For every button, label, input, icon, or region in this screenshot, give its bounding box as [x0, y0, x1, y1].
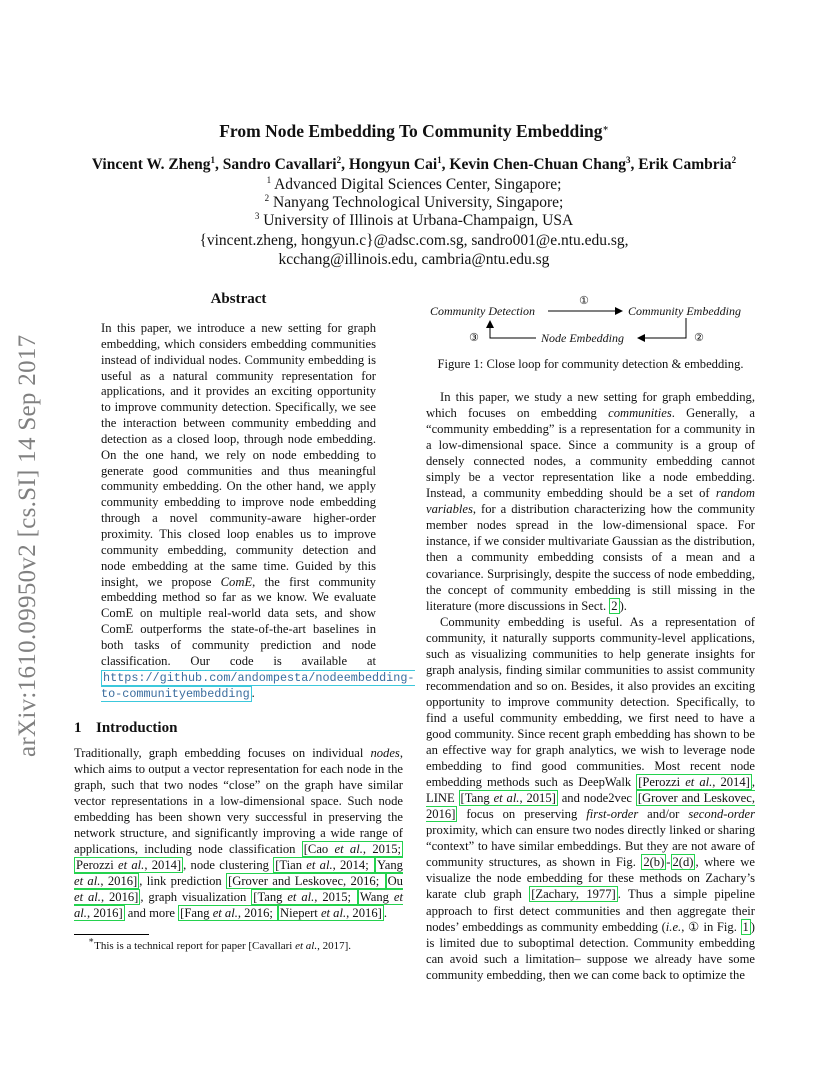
text: Community embedding is useful. As a representation of community, it naturally supports community-level applications, such as visualizing communities to help generate insights for graph analysis, finding similar communities to assist community recommendation and so on. Besides, it also provides an exciting opportunity to improve community detection. Specifically, to find a useful community embedding, we first need to have a good community. Since recent graph embedding has shown to be an effective way for graph analytics, we wish to leverage node embedding to find good communities. Most recent node embedding methods such as DeepWalk [426, 614, 755, 790]
citation-link[interactable] [273, 857, 375, 873]
cite-text: Perozzi [76, 858, 119, 873]
right-column-text [426, 389, 755, 983]
text-em: i.e. [665, 919, 682, 934]
text: Traditionally, graph embedding focuses on individual [74, 746, 371, 760]
title-footnote-mark: ∗ [602, 123, 609, 133]
cite-text: [Fang [180, 906, 213, 921]
node-community-detection: Community Detection [430, 304, 535, 318]
code-url-line-2: nodeembedding-to-communityembedding [101, 670, 415, 702]
footnote-text: , 2017]. [317, 940, 352, 952]
abstract-body [101, 321, 415, 703]
cite-text: Ou [387, 874, 403, 889]
citation-link[interactable] [278, 905, 384, 921]
cite-em: et al. [287, 890, 315, 905]
email-line-1: {vincent.zheng, hongyun.c}@adsc.com.sg, sandro001@e.ntu.edu.sg, [199, 232, 629, 249]
cite-em: et al. [118, 858, 145, 873]
cite-em: et al. [212, 906, 238, 921]
text: ) is limited due to suboptimal detection. Community embedding can avoid such a limitation– suppose we already have some community embedding, then we can come back to optimize the [426, 919, 755, 982]
cite-text: , 2015; [314, 890, 356, 905]
citation-link[interactable] [302, 841, 403, 857]
cite-em: et al. [334, 842, 363, 857]
cite-text: , 2016] [100, 890, 139, 905]
footnote [88, 935, 352, 952]
affil-mark: 1 [266, 175, 272, 185]
text: , which aims to output a vector representation for each node in the graph, such that two nodes “close” on the graph have similar vector representations in a low-dimensional space. Such node embedding has been shown very successful in preserving the network structure, and significantly improving a wide range of applications, including node classification [74, 746, 403, 857]
affil-mark: 3 [254, 211, 260, 221]
section-title: Introduction [96, 720, 178, 736]
code-url-line-1: https://github.com/andompesta/ [103, 670, 316, 685]
footnote-text: This is a technical report for paper [Cavallari [94, 940, 296, 952]
figure-1-caption: Figure 1: Close loop for community detection & embedding. [437, 357, 744, 371]
author-name: Vincent W. Zheng [91, 156, 211, 173]
text: , node clustering [183, 858, 274, 873]
circled-1-label: ① [579, 294, 589, 307]
author-affil-mark: 1 [437, 155, 442, 165]
cite-text: Yang [376, 858, 403, 873]
text: , for a distribution characterizing how the community member nodes spread in the low-dimensional space. For instance, if we consider multivariate Gaussian as the distribution, then a community embedding consists of a mean and a covariance. Surprisingly, despite the success of node embedding, the concept of community embedding is still missing in the literature (more discussions in Sect. [426, 502, 755, 613]
cite-em: et al. [74, 890, 101, 905]
cite-em: et al. [320, 906, 347, 921]
author-name: Sandro Cavallari [222, 156, 337, 173]
text: and/or [638, 807, 689, 822]
affiliation-2 [0, 194, 828, 212]
cite-text: [Tang [253, 890, 288, 905]
affil-text: Advanced Digital Sciences Center, Singapore; [274, 176, 562, 193]
abstract-method-name: ComE [220, 574, 253, 589]
text: and node2vec [557, 791, 636, 806]
text: and more [124, 906, 179, 921]
cite-text: , 2016] [100, 874, 138, 889]
intro-paragraph-1 [74, 745, 403, 922]
abstract-text: In this paper, we introduce a new setting for graph embedding, which considers embedding communities instead of individual nodes. Community embedding is useful as a natural community representation for applications, and it provides an exciting opportunity to improve community detection. Specifically, we see the interaction between community embedding and detection as a closed loop, through node embedding. On the one hand, we rely on node embedding to generate good communities and thus meaningful community embedding. On the other hand, we apply community embedding to improve node embedding through a novel community-aware higher-order proximity. This closed loop enables us to improve community embedding, community detection and node embedding at the same time. Guided by this insight, we propose [101, 321, 376, 589]
text-em: first-order [586, 807, 639, 822]
section-ref-link[interactable]: 2 [611, 598, 618, 613]
cite-text: , 2016] [86, 906, 123, 921]
cite-text: [Perozzi [638, 775, 686, 790]
text-em: second-order [688, 807, 755, 822]
citation-link[interactable] [226, 873, 386, 889]
cite-em: et al. [74, 874, 101, 889]
cite-text: [Grover and Leskovec, 2016; [228, 874, 384, 889]
text-em: communities [608, 406, 672, 421]
text: - [666, 855, 671, 870]
abstract-text-cont: , the first community embedding method so far as we know. We evaluate ComE on multiple real-world data sets, and show ComE outperforms the state-of-the-art baselines in both tasks of community prediction and node classification. Our code is available at [101, 574, 376, 668]
title-text: From Node Embedding To Community Embedding [219, 121, 603, 141]
right-paragraph-1 [426, 389, 755, 614]
text: , ① in Fig. [681, 919, 741, 934]
cite-text: [Tian [275, 858, 307, 873]
cite-em: et al. [685, 775, 713, 790]
right-paragraph-2 [426, 614, 755, 983]
cite-text: , 2015; [362, 842, 401, 857]
cite-text: , 2014] [144, 858, 182, 873]
cite-text: , 2014; [332, 858, 373, 873]
cite-text: Wang [359, 890, 394, 905]
node-node-embedding: Node Embedding [541, 331, 624, 345]
abstract-heading: Abstract [210, 291, 267, 307]
author-affil-mark: 3 [625, 155, 631, 165]
citation-link[interactable] [178, 905, 278, 921]
cite-em: et al. [493, 791, 520, 806]
text: , LINE [426, 775, 755, 806]
cite-text: [Cao [303, 842, 335, 857]
text: ). [619, 598, 627, 613]
citation-link[interactable]: [Zachary, 1977] [531, 887, 616, 902]
text: . Thus a simple pipeline approach to first detect communities and then aggregate their nodes’ embeddings as community embedding ( [426, 887, 755, 934]
arxiv-side-label: arXiv:1610.09950v2 [cs.SI] 14 Sep 2017 [14, 334, 41, 757]
section-number: 1 [74, 720, 82, 736]
code-url-link[interactable] [101, 670, 415, 703]
text: In this paper, we study a new setting for graph embedding, which focuses on embedding [426, 390, 755, 421]
affil-text: Nanyang Technological University, Singapore; [273, 194, 564, 211]
affiliation-3 [0, 212, 828, 230]
abstract-end: . [251, 686, 255, 701]
affil-text: University of Illinois at Urbana-Champaign, USA [263, 212, 574, 229]
text: . Generally, a “community embedding” is a representation for a community in a low-dimensional space. Since a community is a group of densely connected nodes, a community embedding cannot simply be a vector representation like a node embedding. Instead, a community embedding should be a set of [426, 406, 755, 501]
text: , link prediction [139, 874, 227, 889]
citation-link[interactable] [251, 889, 358, 905]
cite-text: , 2016] [346, 906, 382, 921]
figure-ref-link[interactable]: 2(b) [643, 855, 665, 870]
author-name: Hongyun Cai [348, 156, 438, 173]
citation-link[interactable] [74, 857, 183, 873]
text: proximity, which can ensure two nodes directly linked or sharing “context” to have similar embeddings. But they are not aware of community structures, as shown in Fig. [426, 823, 755, 870]
text: . [383, 906, 387, 921]
footnote-em: et al. [295, 940, 318, 952]
cite-em: et al. [74, 890, 403, 921]
citation-link[interactable] [636, 774, 752, 790]
citation-link[interactable] [459, 790, 558, 806]
text-em: random variables [426, 486, 755, 517]
circled-2-label: ② [694, 331, 704, 344]
cite-text: , 2014] [712, 775, 750, 790]
email-line-2: kcchang@illinois.edu, cambria@ntu.edu.sg [278, 251, 550, 268]
arrow-community-to-node [638, 318, 686, 338]
arrow-node-to-detection [490, 321, 536, 338]
author-name: Kevin Chen-Chuan Chang [449, 156, 626, 173]
cite-text: Niepert [280, 906, 321, 921]
cite-text: , 2016; [237, 906, 277, 921]
text-em: nodes [370, 746, 400, 760]
figure-ref-link[interactable]: 1 [742, 919, 749, 934]
author-affil-mark: 1 [210, 155, 216, 165]
circled-3-label: ③ [469, 331, 479, 344]
cite-text: , 2015] [519, 791, 556, 806]
author-name: Erik Cambria [638, 156, 732, 173]
text: , where we visualize the node embedding for these methods on Zachary’s karate club graph [426, 855, 755, 902]
cite-text: [Tang [460, 791, 494, 806]
citation-link[interactable]: [Grover and Leskovec, 2016] [426, 791, 756, 822]
footnote-mark: ∗ [88, 935, 95, 945]
paper-title [0, 121, 828, 142]
cite-em: et al. [306, 858, 333, 873]
affil-mark: 2 [264, 193, 270, 203]
figure-1-diagram [426, 294, 755, 354]
section-heading [74, 720, 177, 737]
node-community-embedding: Community Embedding [628, 304, 741, 318]
author-list: Vincent W. Zheng$^1$, Sandro Cavallari$^2$, Hongyun Cai$^1$, Kevin Chen-Chuan Chang$^3$, Erik Cambria$^2$ [91, 155, 737, 173]
author-affil-mark: 2 [336, 155, 342, 165]
figure-ref-link[interactable]: 2(d) [672, 855, 694, 870]
footnote-rule [74, 934, 149, 935]
text: focus on preserving [457, 807, 587, 822]
affiliation-1 [0, 176, 828, 194]
author-affil-mark: 2 [731, 155, 737, 165]
text: , graph visualization [140, 890, 252, 905]
